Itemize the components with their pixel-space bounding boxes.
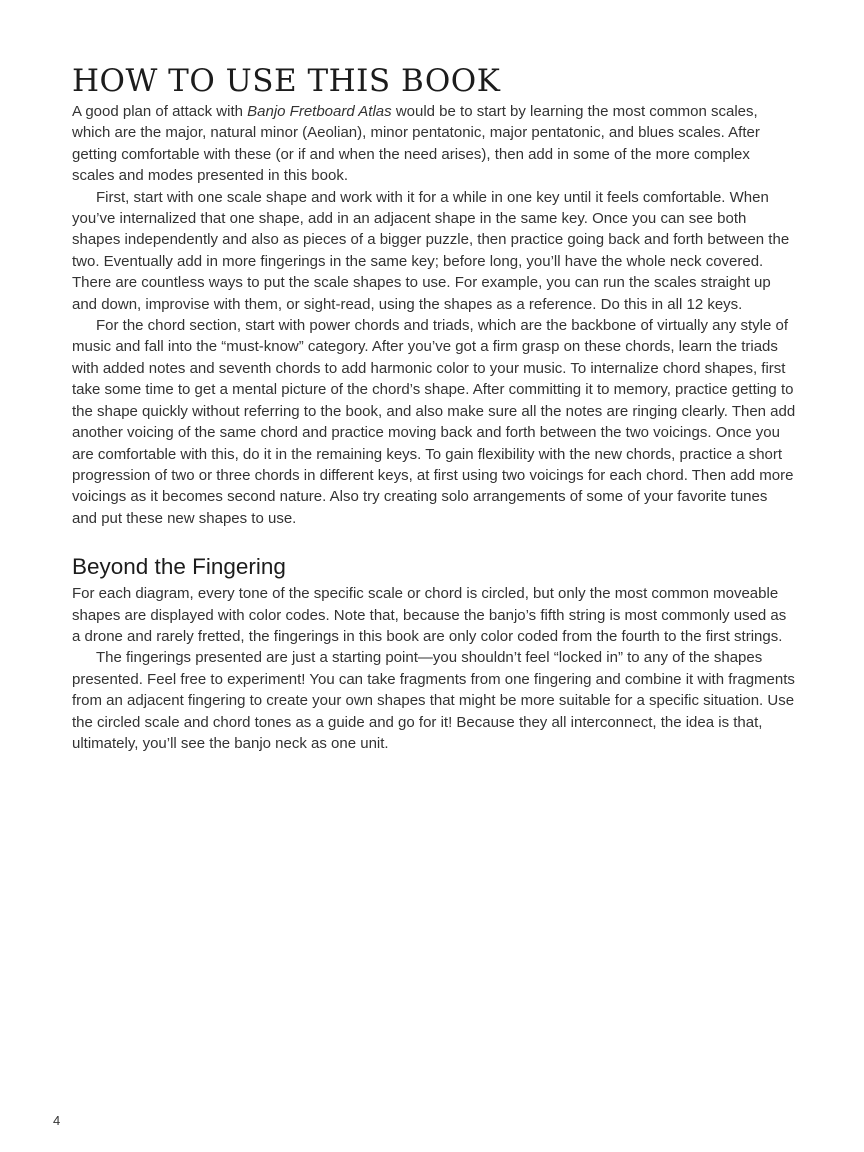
intro-p1-start: A good plan of attack with [72, 103, 248, 120]
page-content [72, 62, 796, 754]
intro-paragraph-3: For the chord section, start with power chords and triads, which are the backbone of virtually any style of music and fall into the “must-know” category. After you’ve got a firm grasp on these chords, learn the triads with added notes and seventh chords to add harmonic color to your music. To internalize chord shapes, first take some time to get a mental picture of the chord’s shape. After committing it to memory, practice getting to the shape quickly without referring to the book, and also make sure all the notes are ringing clearly. Then add another voicing of the same chord and practice moving back and forth between the two voicings. Once you are comfortable with this, do it in the remaining keys. To gain flexibility with the new chords, practice a short progression of two or three chords in different keys, at first using two voicings for each chord. Then add more voicings as it becomes second nature. Also try creating solo arrangements of some of your favorite tunes and put these new shapes to use. [72, 317, 796, 527]
intro-paragraph-1 [72, 101, 796, 187]
book-title-italic: Banjo Fretboard Atlas [247, 103, 392, 120]
section-paragraph-1: For each diagram, every tone of the specific scale or chord is circled, but only the most common moveable shapes are displayed with color codes. Note that, because the banjo’s fifth string is most commonly used as a drone and rarely fretted, the fingerings in this book are only color coded from the fourth to the first strings. [72, 585, 787, 645]
intro-p1-end: would be to start by learning the most common scales, which are the major, natural minor (Aeolian), minor pentatonic, major pentatonic, and blues scales. After getting comfortable with these (or if and when the need arises), then add in some of the more complex scales and modes presented in this book. [72, 103, 760, 185]
section-paragraph-2: The fingerings presented are just a starting point—you shouldn’t feel “locked in” to any of the shapes presented. Feel free to experiment! You can take fragments from one fingering and combine it with fragments from an adjacent fingering to create your own shapes that might be more suitable for a specific situation. Use the circled scale and chord tones as a guide and go for it! Because they all interconnect, the idea is that, ultimately, you’ll see the banjo neck as one unit. [72, 649, 795, 752]
section-heading: Beyond the Fingering [72, 554, 286, 580]
intro-paragraph-2: First, start with one scale shape and work with it for a while in one key until it feels comfortable. When you’ve internalized that one shape, add in an adjacent shape in the same key. Once you can see both shapes independently and also as pieces of a bigger puzzle, then practice going back and forth between the two. Eventually add in more fingerings in the same key; before long, you’ll have the whole neck covered. There are countless ways to put the scale shapes to use. For example, you can run the scales straight up and down, improvise with them, or sight-read, using the shapes as a reference. Do this in all 12 keys. [72, 188, 790, 313]
page-title: HOW TO USE THIS BOOK [72, 63, 501, 99]
page-number: 4 [53, 1113, 61, 1128]
